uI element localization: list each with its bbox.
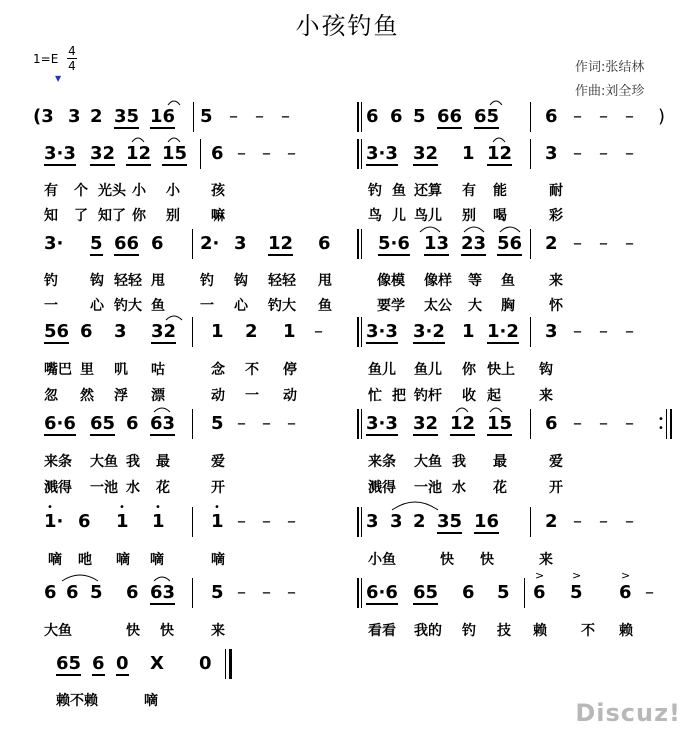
lyric: 要学	[377, 298, 405, 314]
lyric: 鱼	[501, 273, 515, 289]
score-token: 32	[90, 143, 116, 164]
accent-icon: >	[572, 569, 582, 582]
lyric: 花	[156, 480, 170, 496]
lyric: 大鱼	[414, 454, 442, 470]
score-token: 5	[211, 582, 224, 603]
lyric: 念	[211, 362, 225, 378]
score-token: 6	[66, 582, 79, 603]
score-token: –	[573, 511, 582, 532]
lyric: 太公	[424, 298, 452, 314]
lyric: 像样	[424, 273, 452, 289]
score-token: 6	[126, 582, 139, 603]
lyric: 水	[452, 480, 466, 496]
score-token: 1	[462, 321, 475, 342]
lyric: 嘀	[116, 552, 130, 568]
lyric: 快	[126, 623, 140, 639]
slur-mark	[456, 408, 468, 412]
score-token: 23	[461, 233, 487, 254]
lyric: 甩	[151, 273, 165, 289]
score-token: –	[599, 413, 608, 434]
lyric: 我	[126, 454, 140, 470]
lyric: 来	[539, 552, 553, 568]
slur-mark	[493, 138, 505, 142]
lyric: 小鱼	[368, 552, 396, 568]
score-token: 0	[199, 653, 212, 674]
score-token: –	[237, 413, 246, 434]
lyric: 大鱼	[44, 623, 72, 639]
score-token: 13	[424, 233, 450, 254]
slur-mark	[168, 138, 180, 142]
lyric: 动	[211, 388, 225, 404]
score-token: )	[658, 106, 666, 127]
score-token: 15	[162, 143, 188, 164]
score-token: 63	[150, 582, 176, 603]
score-token: 65	[474, 106, 500, 127]
score-token: 1	[211, 511, 224, 532]
lyric: 不	[581, 623, 595, 639]
score-token: 0	[116, 653, 129, 674]
score-token: 1	[283, 321, 296, 342]
score-token: –	[573, 106, 582, 127]
score-token: 12	[450, 413, 476, 434]
score-token: 3	[68, 106, 81, 127]
score-token: 35	[114, 106, 140, 127]
lyric: 来条	[368, 454, 396, 470]
lyric: 你	[462, 362, 476, 378]
lyric: 有	[462, 183, 476, 199]
lyric: 赖	[619, 623, 633, 639]
lyric: 嘀	[48, 552, 62, 568]
lyric: 鱼	[392, 183, 406, 199]
score-token: 6	[545, 413, 558, 434]
lyric: 钩	[234, 273, 248, 289]
score-token: 6	[545, 106, 558, 127]
score-token: 6	[318, 233, 331, 254]
lyric: 来条	[44, 454, 72, 470]
lyric: 快上	[487, 362, 515, 378]
lyric: 钩	[90, 273, 104, 289]
lyric: 鱼	[151, 298, 165, 314]
score-token: 6	[390, 106, 403, 127]
slur-mark	[154, 577, 170, 581]
lyric: 忙	[368, 388, 382, 404]
score-token: 3·3	[366, 143, 398, 164]
score-token: –	[237, 582, 246, 603]
repeat-dots-icon: • •	[658, 414, 664, 434]
score-token: 35	[437, 511, 463, 532]
lyric: 最	[156, 454, 170, 470]
watermark-logo: Discuz!	[575, 699, 681, 727]
score-token: 6	[366, 106, 379, 127]
lyric: 最	[493, 454, 507, 470]
score-token: 2·	[200, 233, 220, 254]
score-token: 6	[44, 582, 57, 603]
score-token: –	[625, 413, 634, 434]
lyric: 嘴巴	[44, 362, 72, 378]
lyric: 嘛	[211, 208, 225, 224]
slur-mark	[500, 227, 520, 232]
score-token: –	[262, 511, 271, 532]
lyric: 鱼儿	[414, 362, 442, 378]
score-token: –	[625, 143, 634, 164]
score-token: –	[229, 106, 238, 127]
score-token: 16	[150, 106, 176, 127]
score-token: –	[287, 582, 296, 603]
lyric: 钓	[44, 273, 58, 289]
score-token: –	[287, 511, 296, 532]
score-token: 32	[151, 321, 177, 342]
score-token: 15	[487, 413, 513, 434]
score-token: 6	[619, 582, 632, 603]
lyric: 小	[166, 183, 180, 199]
lyric: 有	[44, 183, 58, 199]
lyric: 快	[440, 552, 454, 568]
lyric: 吔	[78, 552, 92, 568]
lyric: 胸	[501, 298, 515, 314]
score-token: 6·6	[44, 413, 76, 434]
lyric: 停	[283, 362, 297, 378]
score-token: 32	[413, 143, 439, 164]
lyric: 忽	[44, 388, 58, 404]
score-token: –	[625, 511, 634, 532]
score-token: –	[262, 413, 271, 434]
lyric: 了	[74, 208, 88, 224]
lyric: 彩	[549, 208, 563, 224]
lyric: 叽	[114, 362, 128, 378]
score-token: 5	[90, 233, 103, 254]
lyric: 我的	[414, 623, 442, 639]
score-token: –	[625, 233, 634, 254]
lyric: 还算	[414, 183, 442, 199]
lyric: 孩	[211, 183, 225, 199]
lyric: 等	[468, 273, 482, 289]
score-token: 12	[126, 143, 152, 164]
score-token: 1	[462, 143, 475, 164]
lyric: 钩	[539, 362, 553, 378]
score-token: 65	[56, 653, 82, 674]
score-token: 6	[533, 582, 546, 603]
lyric: 水	[126, 480, 140, 496]
slur-mark	[166, 316, 182, 320]
score-token: –	[599, 233, 608, 254]
score-token: 6	[78, 511, 91, 532]
slur-mark	[490, 101, 502, 105]
high-dot-icon: •	[119, 502, 125, 513]
lyric: 嘀	[211, 552, 225, 568]
score-token: 1	[211, 321, 224, 342]
score-token: –	[573, 233, 582, 254]
score-token: –	[281, 106, 290, 127]
score-token: 66	[114, 233, 140, 254]
lyric: 浮	[114, 388, 128, 404]
score-token: 3·	[44, 233, 64, 254]
slur-mark	[62, 575, 98, 581]
score-token: 6	[92, 653, 105, 674]
key-signature: 1=E	[33, 52, 59, 66]
lyric: 儿	[392, 208, 406, 224]
accent-icon: >	[621, 569, 631, 582]
score-token: 2	[245, 321, 258, 342]
lyric: 别	[166, 208, 180, 224]
lyric: 赖	[533, 623, 547, 639]
lyric: 你	[132, 208, 146, 224]
score-token: 2	[413, 511, 426, 532]
score-token: –	[625, 106, 634, 127]
lyric: 钓	[368, 183, 382, 199]
score-token: –	[255, 106, 264, 127]
lyric: 鸟	[368, 208, 382, 224]
lyric: 鱼儿	[368, 362, 396, 378]
score-token: –	[237, 143, 246, 164]
score-token: 3	[114, 321, 127, 342]
lyric: 嘀	[144, 693, 158, 709]
score-token: 65	[90, 413, 116, 434]
score-token: –	[573, 321, 582, 342]
lyric: 知了	[98, 208, 126, 224]
score-token: 3	[545, 143, 558, 164]
lyric: 小	[132, 183, 146, 199]
slur-mark	[464, 227, 484, 232]
lyric: 能	[493, 183, 507, 199]
lyric: 开	[549, 480, 563, 496]
score-token: –	[599, 511, 608, 532]
lyric: 一	[44, 298, 58, 314]
lyric: 起	[487, 388, 501, 404]
score-token: 5	[211, 413, 224, 434]
lyric: 不	[245, 362, 259, 378]
lyric: 耐	[549, 183, 563, 199]
high-dot-icon: •	[47, 502, 53, 513]
score-token: –	[599, 321, 608, 342]
lyric: 咕	[151, 362, 165, 378]
score-token: 3	[366, 511, 379, 532]
score-token: 6	[211, 143, 224, 164]
score-token: 6	[126, 413, 139, 434]
score-token: 1	[116, 511, 129, 532]
lyric: 来	[539, 388, 553, 404]
score-token: 56	[497, 233, 523, 254]
score-token: 3·3	[366, 321, 398, 342]
lyric: 甩	[318, 273, 332, 289]
lyric: 嘀	[150, 552, 164, 568]
lyric: 来	[211, 623, 225, 639]
lyric: 心	[234, 298, 248, 314]
score-token: 2	[90, 106, 103, 127]
lyric: 心	[90, 298, 104, 314]
slur-mark	[168, 101, 180, 105]
score-token: 32	[413, 413, 439, 434]
score-token: –	[599, 106, 608, 127]
score-token: 3·3	[366, 413, 398, 434]
lyric: 我	[452, 454, 466, 470]
score-token: 3	[390, 511, 403, 532]
lyric: 开	[211, 480, 225, 496]
score-token: 3·2	[413, 321, 445, 342]
score-token: 6	[151, 233, 164, 254]
lyric: 溅得	[44, 480, 72, 496]
lyric: 别	[462, 208, 476, 224]
lyric: 轻轻	[268, 273, 296, 289]
score-token: 2	[545, 511, 558, 532]
score-token: 6	[80, 321, 93, 342]
score-token: 1·	[44, 511, 64, 532]
lyric: 收	[462, 388, 476, 404]
score-token: 56	[44, 321, 70, 342]
lyric: 溅得	[368, 480, 396, 496]
score-token: 5	[413, 106, 426, 127]
score-token: –	[645, 582, 654, 603]
score-token: 66	[437, 106, 463, 127]
score-token: 63	[150, 413, 176, 434]
score-token: 5	[497, 582, 510, 603]
lyric: 来	[549, 273, 563, 289]
score-token: –	[237, 511, 246, 532]
lyric: 鱼	[318, 298, 332, 314]
score-token: 1·2	[487, 321, 519, 342]
score-token: –	[262, 143, 271, 164]
score-token: 2	[545, 233, 558, 254]
score-token: –	[573, 413, 582, 434]
lyric: 技	[497, 623, 511, 639]
lyric: 然	[80, 388, 94, 404]
score-token: –	[625, 321, 634, 342]
lyric: 像模	[377, 273, 405, 289]
lyric: 一池	[414, 480, 442, 496]
time-signature-top: 4	[68, 44, 76, 58]
lyric: 一	[245, 388, 259, 404]
score-token: –	[573, 143, 582, 164]
breath-mark-icon: ▼	[55, 74, 62, 83]
lyric: 里	[80, 362, 94, 378]
score-token: –	[262, 582, 271, 603]
score-token: 5	[90, 582, 103, 603]
score-token: 5	[200, 106, 213, 127]
lyric: 看看	[368, 623, 396, 639]
lyric: 把	[392, 388, 406, 404]
slur-mark	[132, 138, 144, 142]
score-token: 5	[570, 582, 583, 603]
high-dot-icon: •	[155, 502, 161, 513]
lyric: 一	[200, 298, 214, 314]
score-token: 12	[487, 143, 513, 164]
high-dot-icon: •	[214, 502, 220, 513]
score-token: (3	[33, 106, 54, 127]
song-title: 小孩钓鱼	[295, 12, 400, 40]
slur-mark	[392, 502, 438, 510]
score-token: 16	[474, 511, 500, 532]
lyric: 钓大	[268, 298, 296, 314]
lyric: 爱	[211, 454, 225, 470]
score-token: 5·6	[378, 233, 410, 254]
score-token: 6·6	[366, 582, 398, 603]
lyric: 钓大	[114, 298, 142, 314]
score-token: –	[599, 143, 608, 164]
lyric: 钓杆	[414, 388, 442, 404]
lyric: 喝	[493, 208, 507, 224]
lyric: 花	[493, 480, 507, 496]
lyric: 钓	[462, 623, 476, 639]
lyric: 知	[44, 208, 58, 224]
lyric: 钓	[200, 273, 214, 289]
score-token: 3·3	[44, 143, 76, 164]
slur-mark	[420, 227, 440, 232]
lyric: 个	[74, 183, 88, 199]
lyric: 大鱼	[90, 454, 118, 470]
lyric: 动	[283, 388, 297, 404]
score-token: 12	[268, 233, 294, 254]
accent-icon: >	[535, 569, 545, 582]
slur-mark	[154, 408, 170, 412]
lyric: 快	[480, 552, 494, 568]
lyric: 大	[468, 298, 482, 314]
score-token: –	[287, 143, 296, 164]
lyric: 爱	[549, 454, 563, 470]
time-signature-bottom: 4	[68, 59, 76, 73]
composer-credit: 作曲:刘全珍	[575, 84, 645, 99]
lyric: 漂	[151, 388, 165, 404]
lyric: 鸟儿	[414, 208, 442, 224]
lyric: 快	[160, 623, 174, 639]
score-token: 3	[545, 321, 558, 342]
lyric: 轻轻	[114, 273, 142, 289]
score-token: –	[314, 321, 323, 342]
lyric: 一池	[90, 480, 118, 496]
score-token: 3	[234, 233, 247, 254]
lyricist-credit: 作词:张结林	[575, 60, 645, 75]
score-token: 1	[152, 511, 165, 532]
score-token: 65	[413, 582, 439, 603]
slur-mark	[490, 408, 502, 412]
score-token: X	[150, 653, 164, 674]
score-token: 6	[462, 582, 475, 603]
lyric: 赖不赖	[56, 693, 98, 709]
lyric: 怀	[549, 298, 563, 314]
lyric: 光头	[98, 183, 126, 199]
score-token: –	[287, 413, 296, 434]
